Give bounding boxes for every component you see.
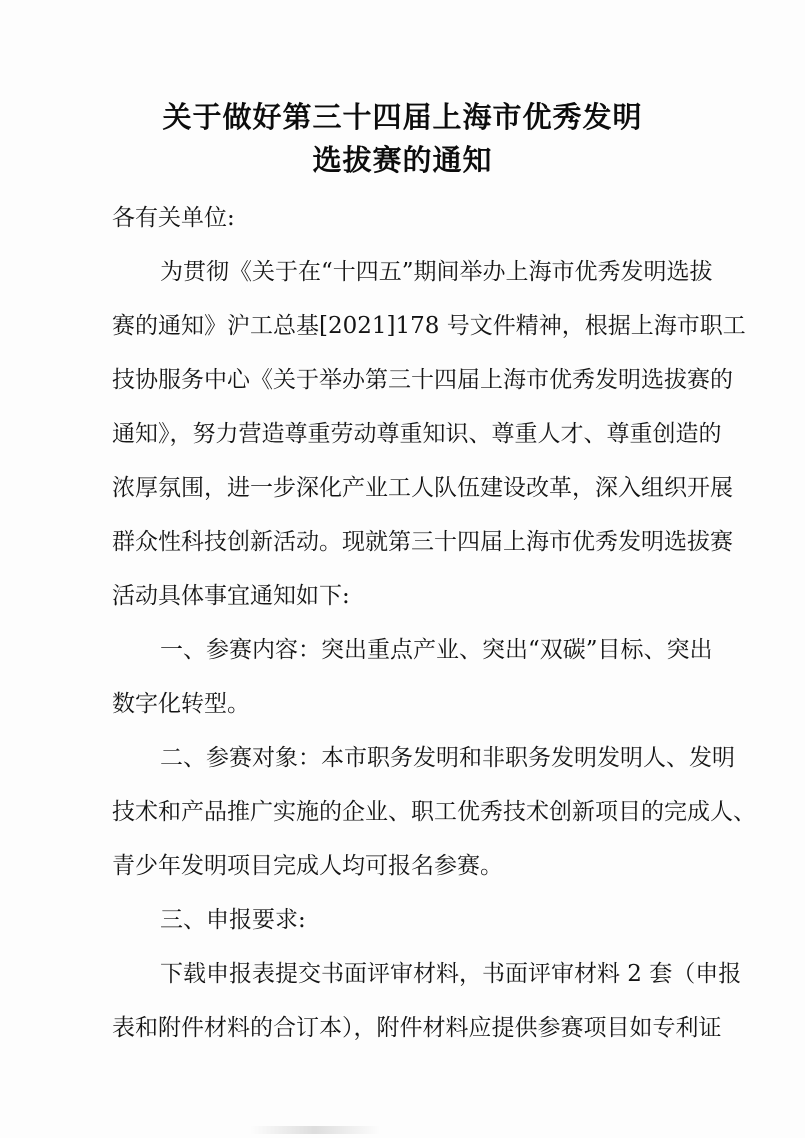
body-line: 浓厚氛围，进一步深化产业工人队伍建设改革，深入组织开展 xyxy=(112,475,733,501)
section-3-heading: 三、申报要求: xyxy=(160,907,306,933)
document-title-line-1: 关于做好第三十四届上海市优秀发明 xyxy=(162,100,643,134)
body-line: 技协服务中心《关于举办第三十四届上海市优秀发明选拔赛的 xyxy=(112,367,733,393)
salutation: 各有关单位: xyxy=(112,205,235,231)
body-line: 下载申报表提交书面评审材料，书面评审材料 2 套（申报 xyxy=(160,961,742,987)
document-title-line-2: 选拔赛的通知 xyxy=(312,143,493,177)
body-line: 青少年发明项目完成人均可报名参赛。 xyxy=(112,853,503,879)
body-line: 通知》，努力营造尊重劳动尊重知识、尊重人才、尊重创造的 xyxy=(112,421,722,447)
section-1-heading-line: 一、参赛内容：突出重点产业、突出“双碳”目标、突出 xyxy=(160,637,713,663)
page-bottom-smudge xyxy=(250,1126,380,1134)
section-2-heading-line: 二、参赛对象：本市职务发明和非职务发明发明人、发明 xyxy=(160,745,735,771)
body-line: 数字化转型。 xyxy=(112,691,250,717)
body-line: 表和附件材料的合订本），附件材料应提供参赛项目如专利证 xyxy=(112,1015,722,1041)
body-line: 活动具体事宜通知如下: xyxy=(112,583,350,609)
body-line: 赛的通知》沪工总基[2021]178 号文件精神，根据上海市职工 xyxy=(112,313,746,339)
body-line: 技术和产品推广实施的企业、职工优秀技术创新项目的完成人、 xyxy=(112,799,756,825)
body-line: 群众性科技创新活动。现就第三十四届上海市优秀发明选拔赛 xyxy=(112,529,733,555)
body-line: 为贯彻《关于在“十四五”期间举办上海市优秀发明选拔 xyxy=(160,259,713,285)
